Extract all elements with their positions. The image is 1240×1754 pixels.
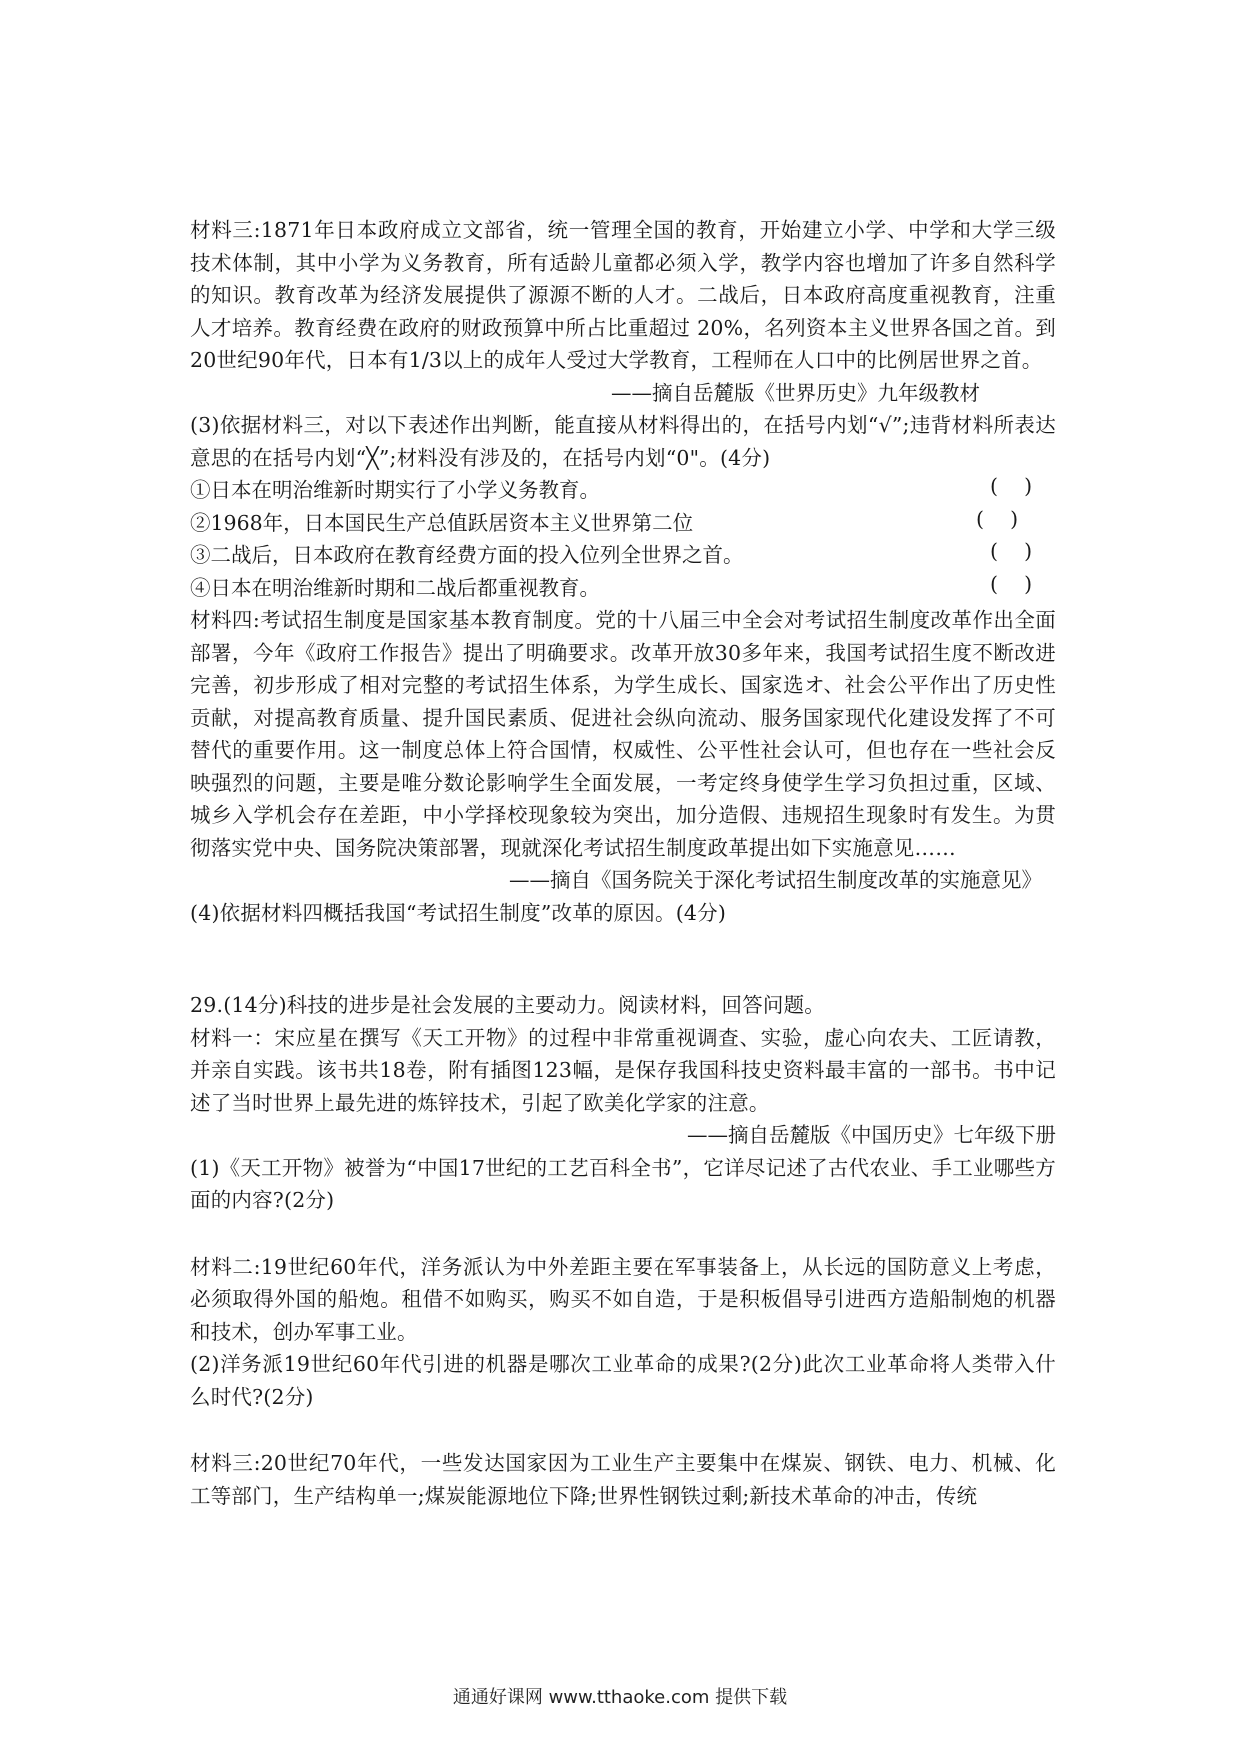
answer-bracket-1: ( ) xyxy=(990,474,1033,498)
answer-bracket-4: ( ) xyxy=(990,571,1033,596)
question-3-items xyxy=(190,474,1056,604)
question-29-material-2: 材料二:19世纪60年代，洋务派认为中外差距主要在军事装备上，从长远的国防意义上考虑，必须取得外国的船炮。租借不如购买，购买不如自造，于是积板倡导引进西方造船制炮的机器和技术，创办军事工业。 xyxy=(190,1254,1056,1344)
question-29-material-1-source: ——摘自岳麓版《中国历史》七年级下册 xyxy=(687,1123,1056,1147)
material-4-source: ——摘自《国务院关于深化考试招生制度改革的实施意见》 xyxy=(509,868,1042,892)
question-29-sub-2: (2)洋务派19世纪60年代引进的机器是哪次工业革命的成果?(2分)此次工业革命将人类带入什么时代?(2分) xyxy=(190,1352,1056,1409)
answer-bracket-3: ( ) xyxy=(990,539,1033,563)
judgement-item-4: ④日本在明治维新时期和二战后都重视教育。 xyxy=(190,575,600,600)
document-body xyxy=(190,214,1056,1512)
answer-bracket-2: ( ) xyxy=(976,506,1019,531)
judgement-item-3: ③二战后，日本政府在教育经费方面的投入位列全世界之首。 xyxy=(190,543,744,567)
material-3-text: 材料三:1871年日本政府成立文部省，统一管理全国的教育，开始建立小学、中学和大学三级技术体制，其中小学为义务教育，所有适龄儿童都必须入学，教学内容也增加了许多自然科学的知识。教育改革为经济发展提供了源源不断的人才。二战后，日本政府高度重视教育，注重人才培养。教育经费在政府的财政预算中所占比重超过 20%，名列资本主义世界各国之首。到20世纪90年代，日本有1/3以上的成年人受过大学教育，工程师在人口中的比例居世界之首。 xyxy=(190,218,1056,372)
question-4-prompt: (4)依据材料四概括我国“考试招生制度”改革的原因。(4分) xyxy=(190,900,727,925)
material-4-text: 材料四:考试招生制度是国家基本教育制度。党的十八届三中全会对考试招生制度改革作出全面部署，今年《政府工作报告》提出了明确要求。改革开放30多年来，我国考试招生度不断改进完善，初步形成了相对完整的考试招生体系，为学生成长、国家选オ、社会公平作出了历史性贡献，对提高教育质量、提升国民素质、促进社会纵向流动、服务国家现代化建设发挥了不可替代的重要作用。这一制度总体上符合国情，权威性、公平性社会认可，但也存在一些社会反映强烈的问题，主要是唯分数论影响学生全面发展，一考定终身使学生学习负担过重，区域、城乡入学机会存在差距，中小学择校现象较为突出，加分造假、违规招生现象时有发生。为贯彻落实党中央、国务院决策部署，现就深化考试招生制度政革提出如下实施意见…… xyxy=(190,608,1056,860)
judgement-item-2: ②1968年，日本国民生产总值跃居资本主义世界第二位 xyxy=(190,510,694,535)
download-footer: 通通好课网 www.tthaoke.com 提供下载 xyxy=(452,1687,788,1708)
question-3-prompt: (3)依据材料三，对以下表述作出判断，能直接从材料得出的，在括号内划“√”;违背材料所表达意思的在括号内划“╳”;材料没有涉及的，在括号内划“0"。(4分) xyxy=(190,413,1056,470)
question-29-material-3: 材料三:20世纪70年代，一些发达国家因为工业生产主要集中在煤炭、钢铁、电力、机械、化工等部门，生产结构单一;煤炭能源地位下降;世界性钢铁过剩;新技术革命的冲击，传统 xyxy=(190,1451,1056,1508)
material-3-source: ——摘自岳麓版《世界历史》九年级教材 xyxy=(611,380,980,405)
question-29-material-1: 材料一：宋应星在撰写《天工开物》的过程中非常重视调查、实验，虚心向农夫、工匠请教，并亲自实践。该书共18卷，附有插图123幅，是保存我国科技史资料最丰富的一部书。书中记述了当时世界上最先进的炼锌技术，引起了欧美化学家的注意。 xyxy=(190,1025,1056,1115)
judgement-item-1: ①日本在明治维新时期实行了小学义务教育。 xyxy=(190,478,600,502)
question-29-sub-1: (1)《天工开物》被誉为“中国17世纪的工艺百科全书”，它详尽记述了古代农业、手工业哪些方面的内容?(2分) xyxy=(190,1155,1056,1212)
question-29-title: 29.(14分)科技的进步是社会发展的主要动力。阅读材料，回答问题。 xyxy=(190,993,825,1017)
